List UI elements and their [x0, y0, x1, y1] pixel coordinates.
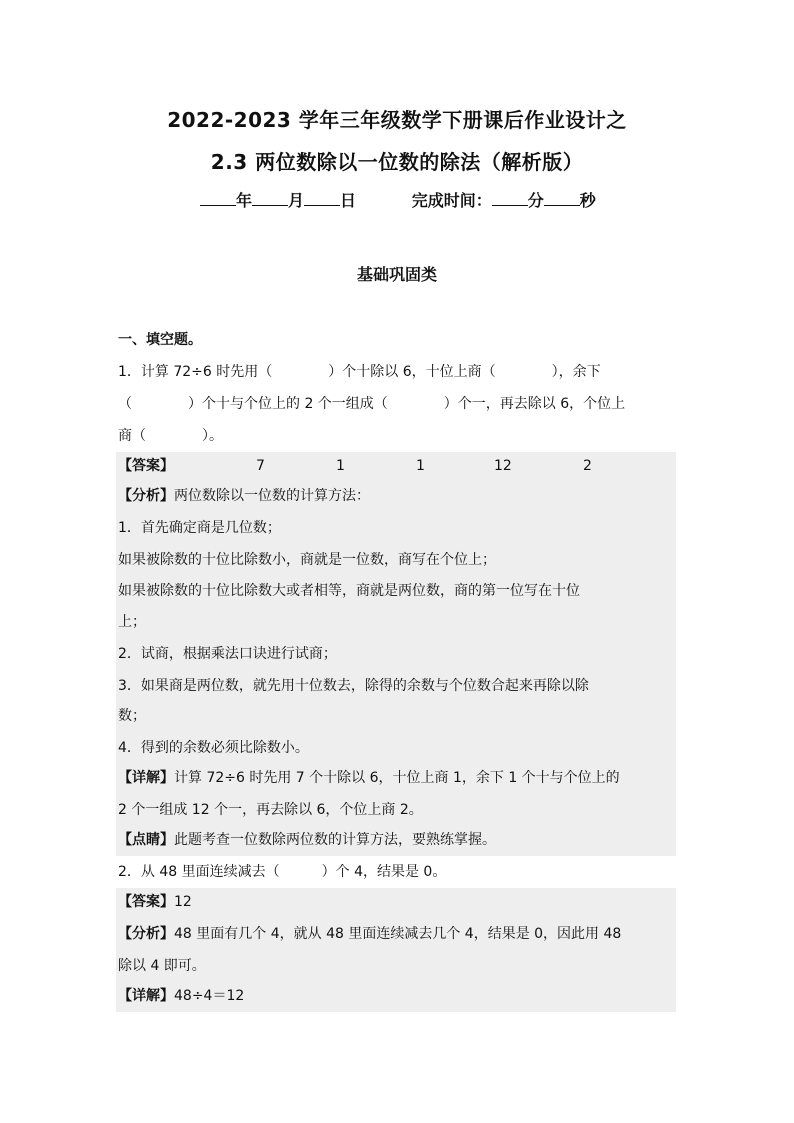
q1-comment-label: 【点睛】 — [118, 832, 174, 848]
q2-detail-text: 48÷4＝12 — [174, 988, 245, 1004]
q2-answer — [118, 892, 192, 912]
q2-answer-value: 12 — [174, 894, 192, 910]
q1-analysis-step4: 4．得到的余数必须比除数小。 — [118, 740, 309, 756]
q1-detail-text: 计算 72÷6 时先用 7 个十除以 6，十位上商 1，余下 1 个十与个位上的 — [174, 770, 620, 786]
q1-analysis — [118, 486, 370, 506]
q1-answer-label: 【答案】 — [118, 458, 174, 474]
q1-analysis-step1a: 如果被除数的十位比除数小，商就是一位数，商写在个位上； — [118, 552, 496, 568]
q1-analysis-step2: 2．试商，根据乘法口诀进行试商； — [118, 646, 337, 662]
q1-analysis-step1b: 如果被除数的十位比除数大或者相等，商就是两位数，商的第一位写在十位 — [118, 583, 580, 599]
q1-detail-cont: 2 个一组成 12 个一，再去除以 6，个位上商 2。 — [118, 802, 423, 818]
q1-line2: （ ）个十与个位上的 2 个一组成（ ）个一，再去除以 6，个位上 — [118, 396, 626, 412]
q1-detail-label: 【详解】 — [118, 770, 174, 786]
q2-analysis-label: 【分析】 — [118, 926, 174, 942]
q1-analysis-step3: 3．如果商是两位数，就先用十位数去，除得的余数与个位数合起来再除以除 — [118, 678, 589, 694]
q1-answer-4: 12 — [494, 458, 512, 474]
second-blank[interactable] — [544, 191, 580, 206]
section-title: 基础巩固类 — [356, 265, 437, 284]
month-label: 月 — [288, 191, 305, 210]
day-label: 日 — [340, 191, 357, 210]
year-label: 年 — [236, 191, 253, 210]
q1-analysis-step1b-cont: 上； — [118, 614, 146, 630]
part1-heading: 一、填空题。 — [118, 332, 202, 348]
q1-analysis-step1: 1．首先确定商是几位数； — [118, 520, 281, 536]
q1-answer-row — [118, 456, 174, 476]
year-blank[interactable] — [200, 191, 236, 206]
document-title-line1: 2022-2023 学年三年级数学下册课后作业设计之 — [167, 108, 627, 132]
q1-line3: 商（ ）。 — [118, 428, 223, 444]
q1-analysis-step3-cont: 数； — [118, 708, 146, 724]
q1-comment — [118, 830, 496, 850]
minute-blank[interactable] — [492, 191, 528, 206]
q1-answer-5: 2 — [583, 458, 592, 474]
q1-analysis-label: 【分析】 — [118, 488, 174, 504]
q1-analysis-text: 两位数除以一位数的计算方法： — [174, 488, 370, 504]
q2-analysis-cont: 除以 4 即可。 — [118, 958, 206, 974]
q1-detail — [118, 768, 620, 788]
date-time-line — [200, 188, 596, 211]
q1-answer-2: 1 — [336, 458, 345, 474]
q2-answer-label: 【答案】 — [118, 894, 174, 910]
q2-analysis-text: 48 里面有几个 4，就从 48 里面连续减去几个 4，结果是 0，因此用 48 — [174, 926, 622, 942]
minute-label: 分 — [527, 191, 544, 210]
q2-detail-label: 【详解】 — [118, 988, 174, 1004]
q1-comment-text: 此题考查一位数除两位数的计算方法，要熟练掌握。 — [174, 832, 496, 848]
q1-answer-1: 7 — [256, 458, 265, 474]
q1-line1: 1．计算 72÷6 时先用（ ）个十除以 6，十位上商（ ），余下 — [118, 364, 601, 380]
q2-detail — [118, 986, 244, 1006]
day-blank[interactable] — [304, 191, 340, 206]
time-label: 完成时间： — [411, 191, 492, 210]
q2-line1: 2．从 48 里面连续减去（ ）个 4，结果是 0。 — [118, 864, 447, 880]
second-label: 秒 — [579, 191, 596, 210]
document-title-line2: 2.3 两位数除以一位数的除法（解析版） — [210, 150, 584, 174]
q1-answer-3: 1 — [416, 458, 425, 474]
month-blank[interactable] — [252, 191, 288, 206]
q2-analysis — [118, 924, 621, 944]
